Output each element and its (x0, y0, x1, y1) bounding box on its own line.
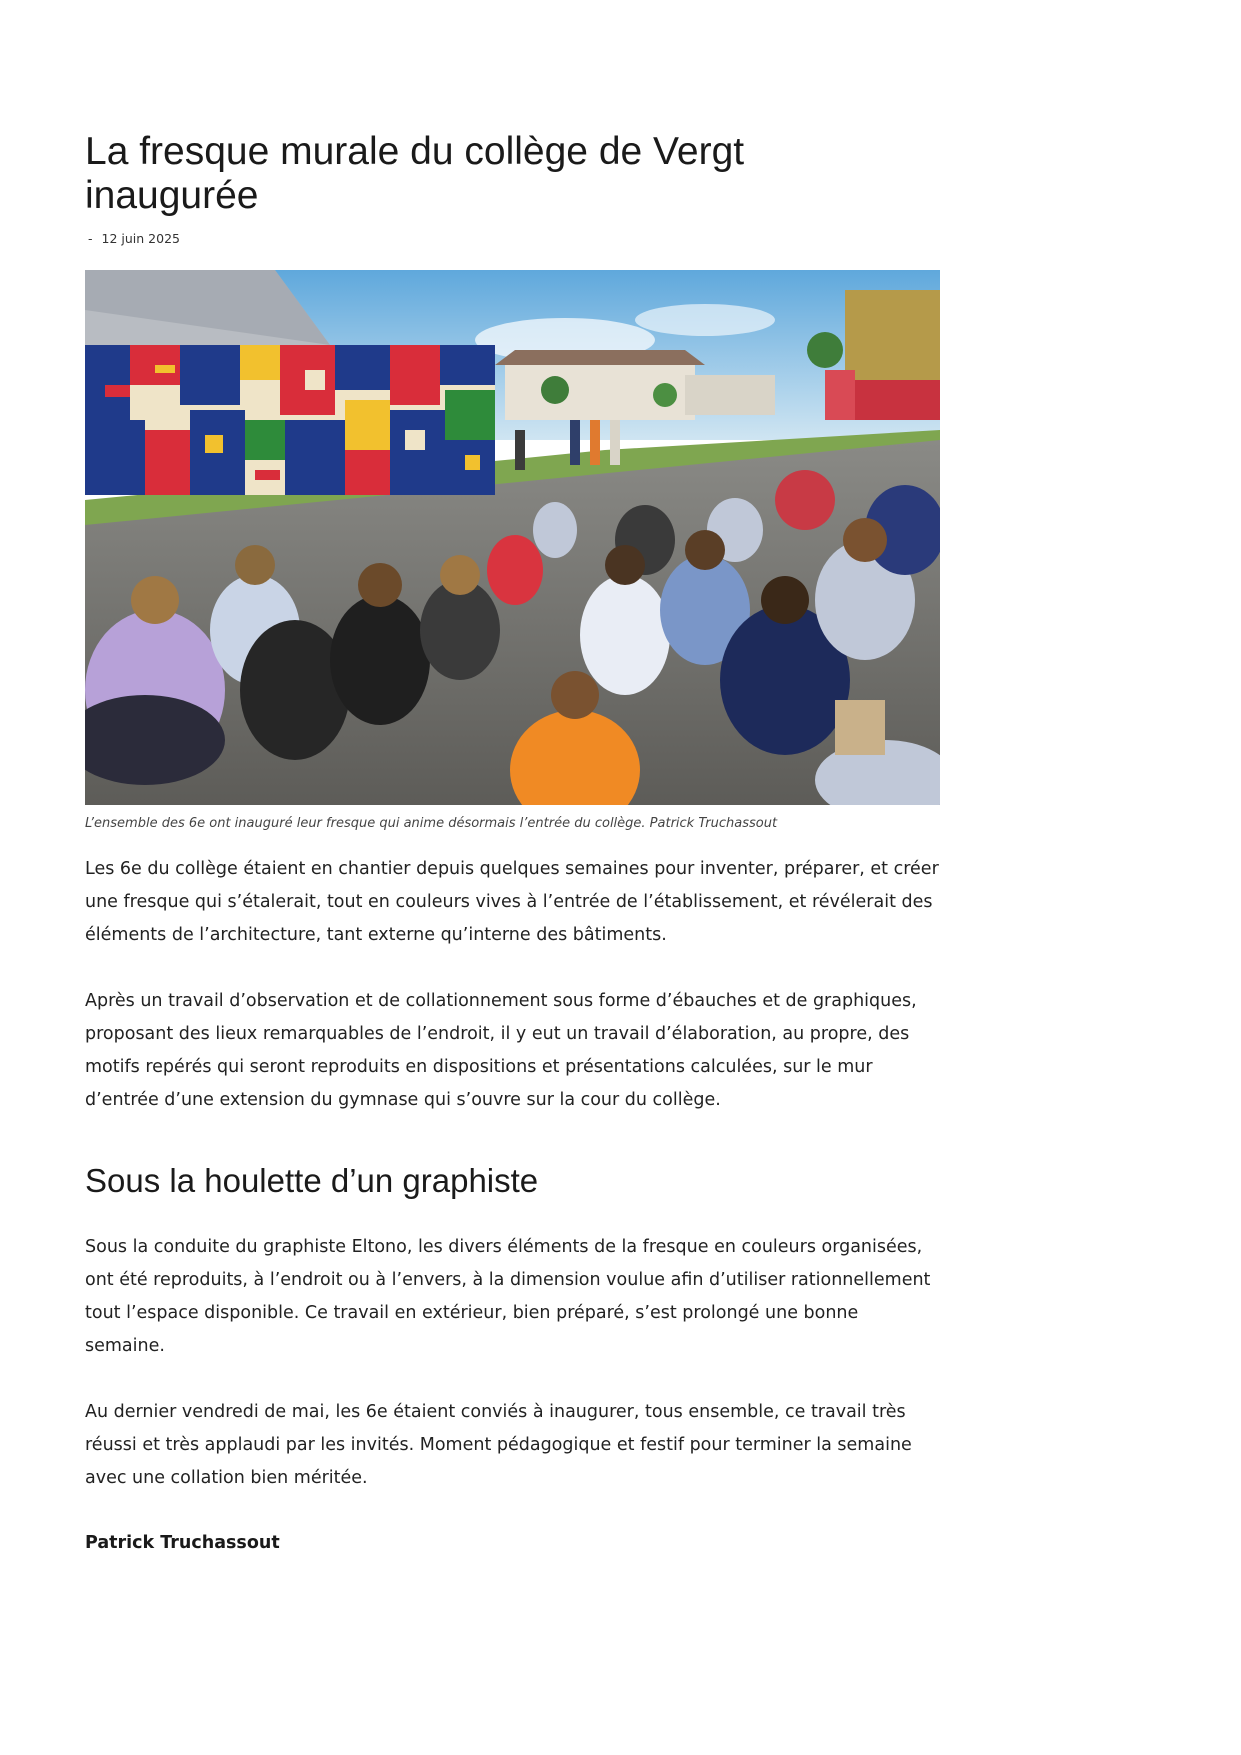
paragraph-3: Sous la conduite du graphiste Eltono, les divers éléments de la fresque en couleurs organisées, ont été reproduits, à l’endroit ou à l’envers, à la dimension voulue afin d’utiliser rationnellement tout l’espace disponible. Ce travail en extérieur, bien préparé, s’est prolongé une bonne semaine. (85, 1237, 931, 1356)
image-caption: L’ensemble des 6e ont inauguré leur fresque qui anime désormais l’entrée du collège. Patrick Truchassout (85, 816, 778, 831)
paragraph-4: Au dernier vendredi de mai, les 6e étaient conviés à inaugurer, tous ensemble, ce travail très réussi et très applaudi par les invités. Moment pédagogique et festif pour terminer la semaine avec une collation bien méritée. (85, 1402, 912, 1488)
article-author: Patrick Truchassout (85, 1533, 280, 1553)
article-photo (85, 270, 940, 805)
publish-date: 12 juin 2025 (101, 231, 180, 246)
article-meta (85, 231, 940, 246)
section-subtitle: Sous la houlette d’un graphiste (85, 1162, 539, 1199)
article-title: La fresque murale du collège de Vergt inaugurée (85, 130, 745, 217)
article (85, 130, 940, 1560)
paragraph-2: Après un travail d’observation et de collationnement sous forme d’ébauches et de graphiques, proposant des lieux remarquables de l’endroit, il y eut un travail d’élaboration, au propre, des motifs repérés qui seront reproduits en dispositions et présentations calculées, sur le mur d’entrée d’une extension du gymnase qui s’ouvre sur la cour du collège. (85, 991, 917, 1110)
meta-separator: - (88, 231, 93, 246)
paragraph-1: Les 6e du collège étaient en chantier depuis quelques semaines pour inventer, préparer, et créer une fresque qui s’étalerait, tout en couleurs vives à l’entrée de l’établissement, et révélerait des éléments de l’architecture, tant externe qu’interne des bâtiments. (85, 859, 939, 945)
article-figure (85, 270, 940, 833)
